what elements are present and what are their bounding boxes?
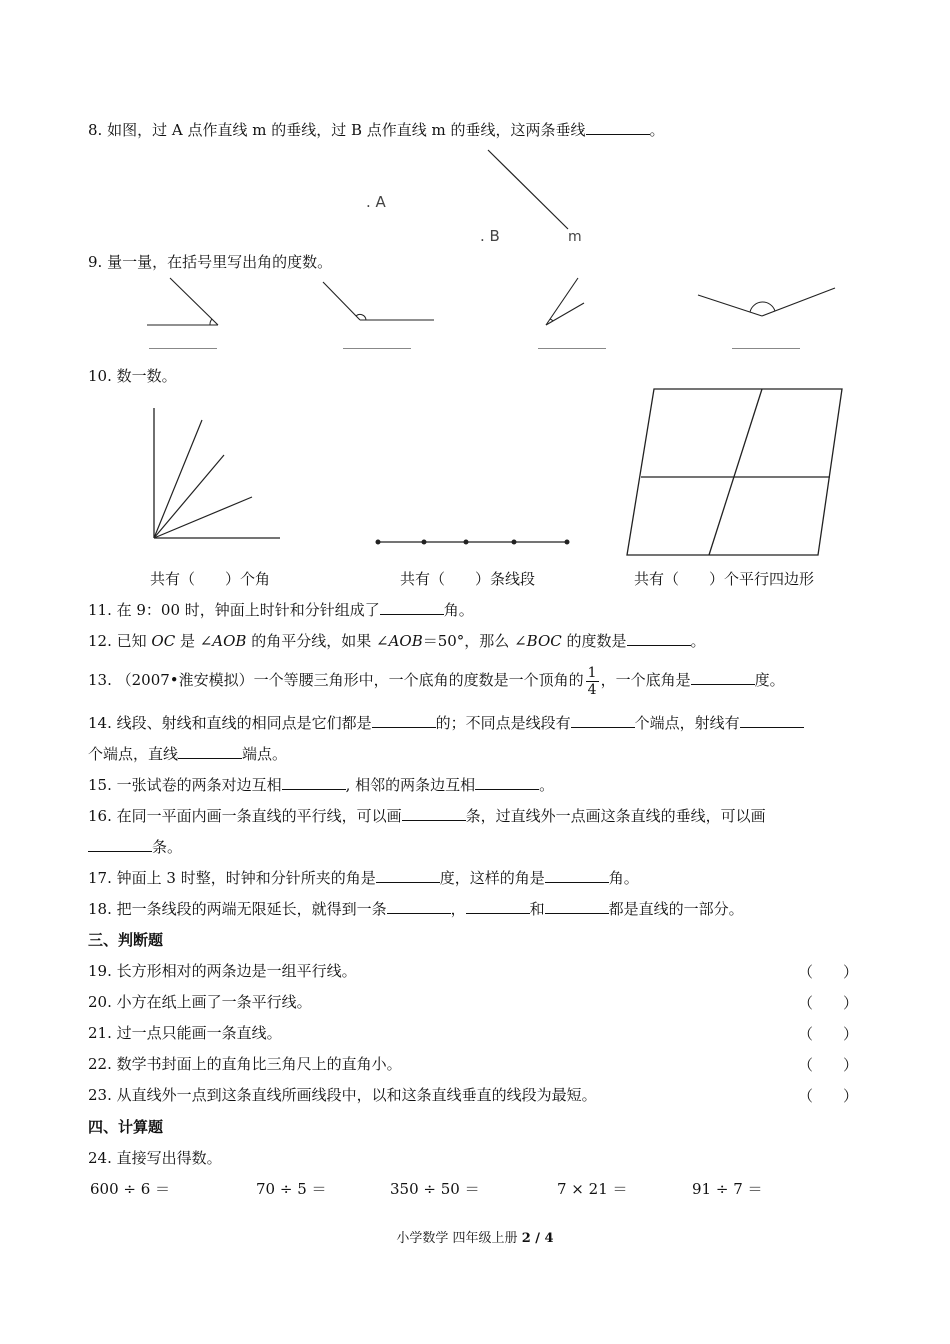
answer-blank[interactable] xyxy=(380,600,444,615)
section-4-heading: 四、计算题 xyxy=(88,1118,164,1136)
answer-blank[interactable] xyxy=(402,806,466,821)
judge-answer-22[interactable]: （ ） xyxy=(798,1056,859,1074)
judge-item-23: 23. 从直线外一点到这条直线所画线段中，以和这条直线垂直的线段为最短。 xyxy=(88,1086,597,1104)
segments-count-figure xyxy=(370,530,580,550)
calc-item: 70 ÷ 5 ＝ xyxy=(256,1180,327,1198)
point-a-label: . A xyxy=(366,193,386,211)
question-13: 13. （2007•淮安模拟）一个等腰三角形中，一个底角的度数是一个顶角的 $\frac{1}{4}$ ，一个底角是 度。 xyxy=(88,664,785,698)
fraction: $\frac{1}{4}$ xyxy=(587,664,597,698)
answer-blank[interactable] xyxy=(627,631,691,646)
caption-parallelograms: 共有（ ）个平行四边形 xyxy=(634,570,815,588)
question-16-line-2: 条。 xyxy=(88,837,182,857)
judge-item-22: 22. 数学书封面上的直角比三角尺上的直角小。 xyxy=(88,1055,402,1073)
judge-answer-19[interactable]: （ ） xyxy=(798,963,859,981)
angle-answer-blank[interactable] xyxy=(149,348,217,349)
angle-answer-blank[interactable] xyxy=(732,348,800,349)
answer-blank[interactable] xyxy=(88,837,152,852)
judge-item-21: 21. 过一点只能画一条直线。 xyxy=(88,1024,282,1042)
question-14-line-2: 个端点，直线 端点。 xyxy=(88,745,288,763)
point-b-label: . B xyxy=(480,227,500,245)
answer-blank[interactable] xyxy=(545,899,609,914)
answer-blank[interactable] xyxy=(740,713,804,728)
question-18: 18. 把一条线段的两端无限延长，就得到一条 ， 和 都是直线的一部分。 xyxy=(88,900,744,918)
calc-item: 350 ÷ 50 ＝ xyxy=(390,1180,480,1198)
question-16-line-1: 16. 在同一平面内画一条直线的平行线，可以画 条，过直线外一点画这条直线的垂线，可以画 xyxy=(88,807,766,825)
q9-angles-figure xyxy=(140,275,850,335)
section-3-heading: 三、判断题 xyxy=(88,931,164,949)
answer-blank[interactable] xyxy=(387,899,451,914)
question-8: 8. 如图，过 A 点作直线 m 的垂线，过 B 点作直线 m 的垂线，这两条垂线 。 xyxy=(88,121,665,139)
calc-item: 91 ÷ 7 ＝ xyxy=(692,1180,763,1198)
judge-answer-20[interactable]: （ ） xyxy=(798,994,859,1012)
question-17: 17. 钟面上 3 时整，时钟和分针所夹的角是 度，这样的角是 角。 xyxy=(88,869,639,887)
question-9: 9. 量一量，在括号里写出角的度数。 xyxy=(88,253,333,271)
caption-angles: 共有（ ）个角 xyxy=(150,570,271,588)
question-10: 10. 数一数。 xyxy=(88,367,177,385)
answer-blank[interactable] xyxy=(475,775,539,790)
answer-blank[interactable] xyxy=(571,713,635,728)
line-m-label: m xyxy=(568,229,582,245)
question-12: 12. 已知 OC 是 ∠AOB 的角平分线，如果 ∠AOB＝50°，那么 ∠BOC 的度数是 。 xyxy=(88,632,706,650)
angles-count-figure xyxy=(140,400,290,550)
calc-item: 600 ÷ 6 ＝ xyxy=(90,1180,171,1198)
judge-answer-21[interactable]: （ ） xyxy=(798,1025,859,1043)
judge-item-19: 19. 长方形相对的两条边是一组平行线。 xyxy=(88,962,357,980)
judge-item-20: 20. 小方在纸上画了一条平行线。 xyxy=(88,993,312,1011)
angle-answer-blank[interactable] xyxy=(343,348,411,349)
judge-answer-23[interactable]: （ ） xyxy=(798,1087,859,1105)
question-15: 15. 一张试卷的两条对边互相 , 相邻的两条边互相 。 xyxy=(88,776,555,794)
parallelograms-count-figure xyxy=(620,385,850,560)
answer-blank[interactable] xyxy=(178,744,242,759)
page-number: 2 / 4 xyxy=(521,1231,554,1246)
calc-item: 7 × 21 ＝ xyxy=(557,1180,628,1198)
angle-answer-blank[interactable] xyxy=(538,348,606,349)
question-11: 11. 在 9：00 时，钟面上时针和分针组成了 角。 xyxy=(88,601,474,619)
caption-segments: 共有（ ）条线段 xyxy=(400,570,536,588)
answer-blank[interactable] xyxy=(466,899,530,914)
question-14-line-1: 14. 线段、射线和直线的相同点是它们都是 的；不同点是线段有 个端点，射线有 xyxy=(88,713,804,733)
answer-blank[interactable] xyxy=(586,120,650,135)
answer-blank[interactable] xyxy=(282,775,346,790)
question-24: 24. 直接写出得数。 xyxy=(88,1149,222,1167)
answer-blank[interactable] xyxy=(691,670,755,685)
q8-figure xyxy=(360,145,600,250)
page-footer: 小学数学 四年级上册 2 / 4 xyxy=(396,1231,554,1246)
answer-blank[interactable] xyxy=(376,868,440,883)
answer-blank[interactable] xyxy=(545,868,609,883)
answer-blank[interactable] xyxy=(372,713,436,728)
